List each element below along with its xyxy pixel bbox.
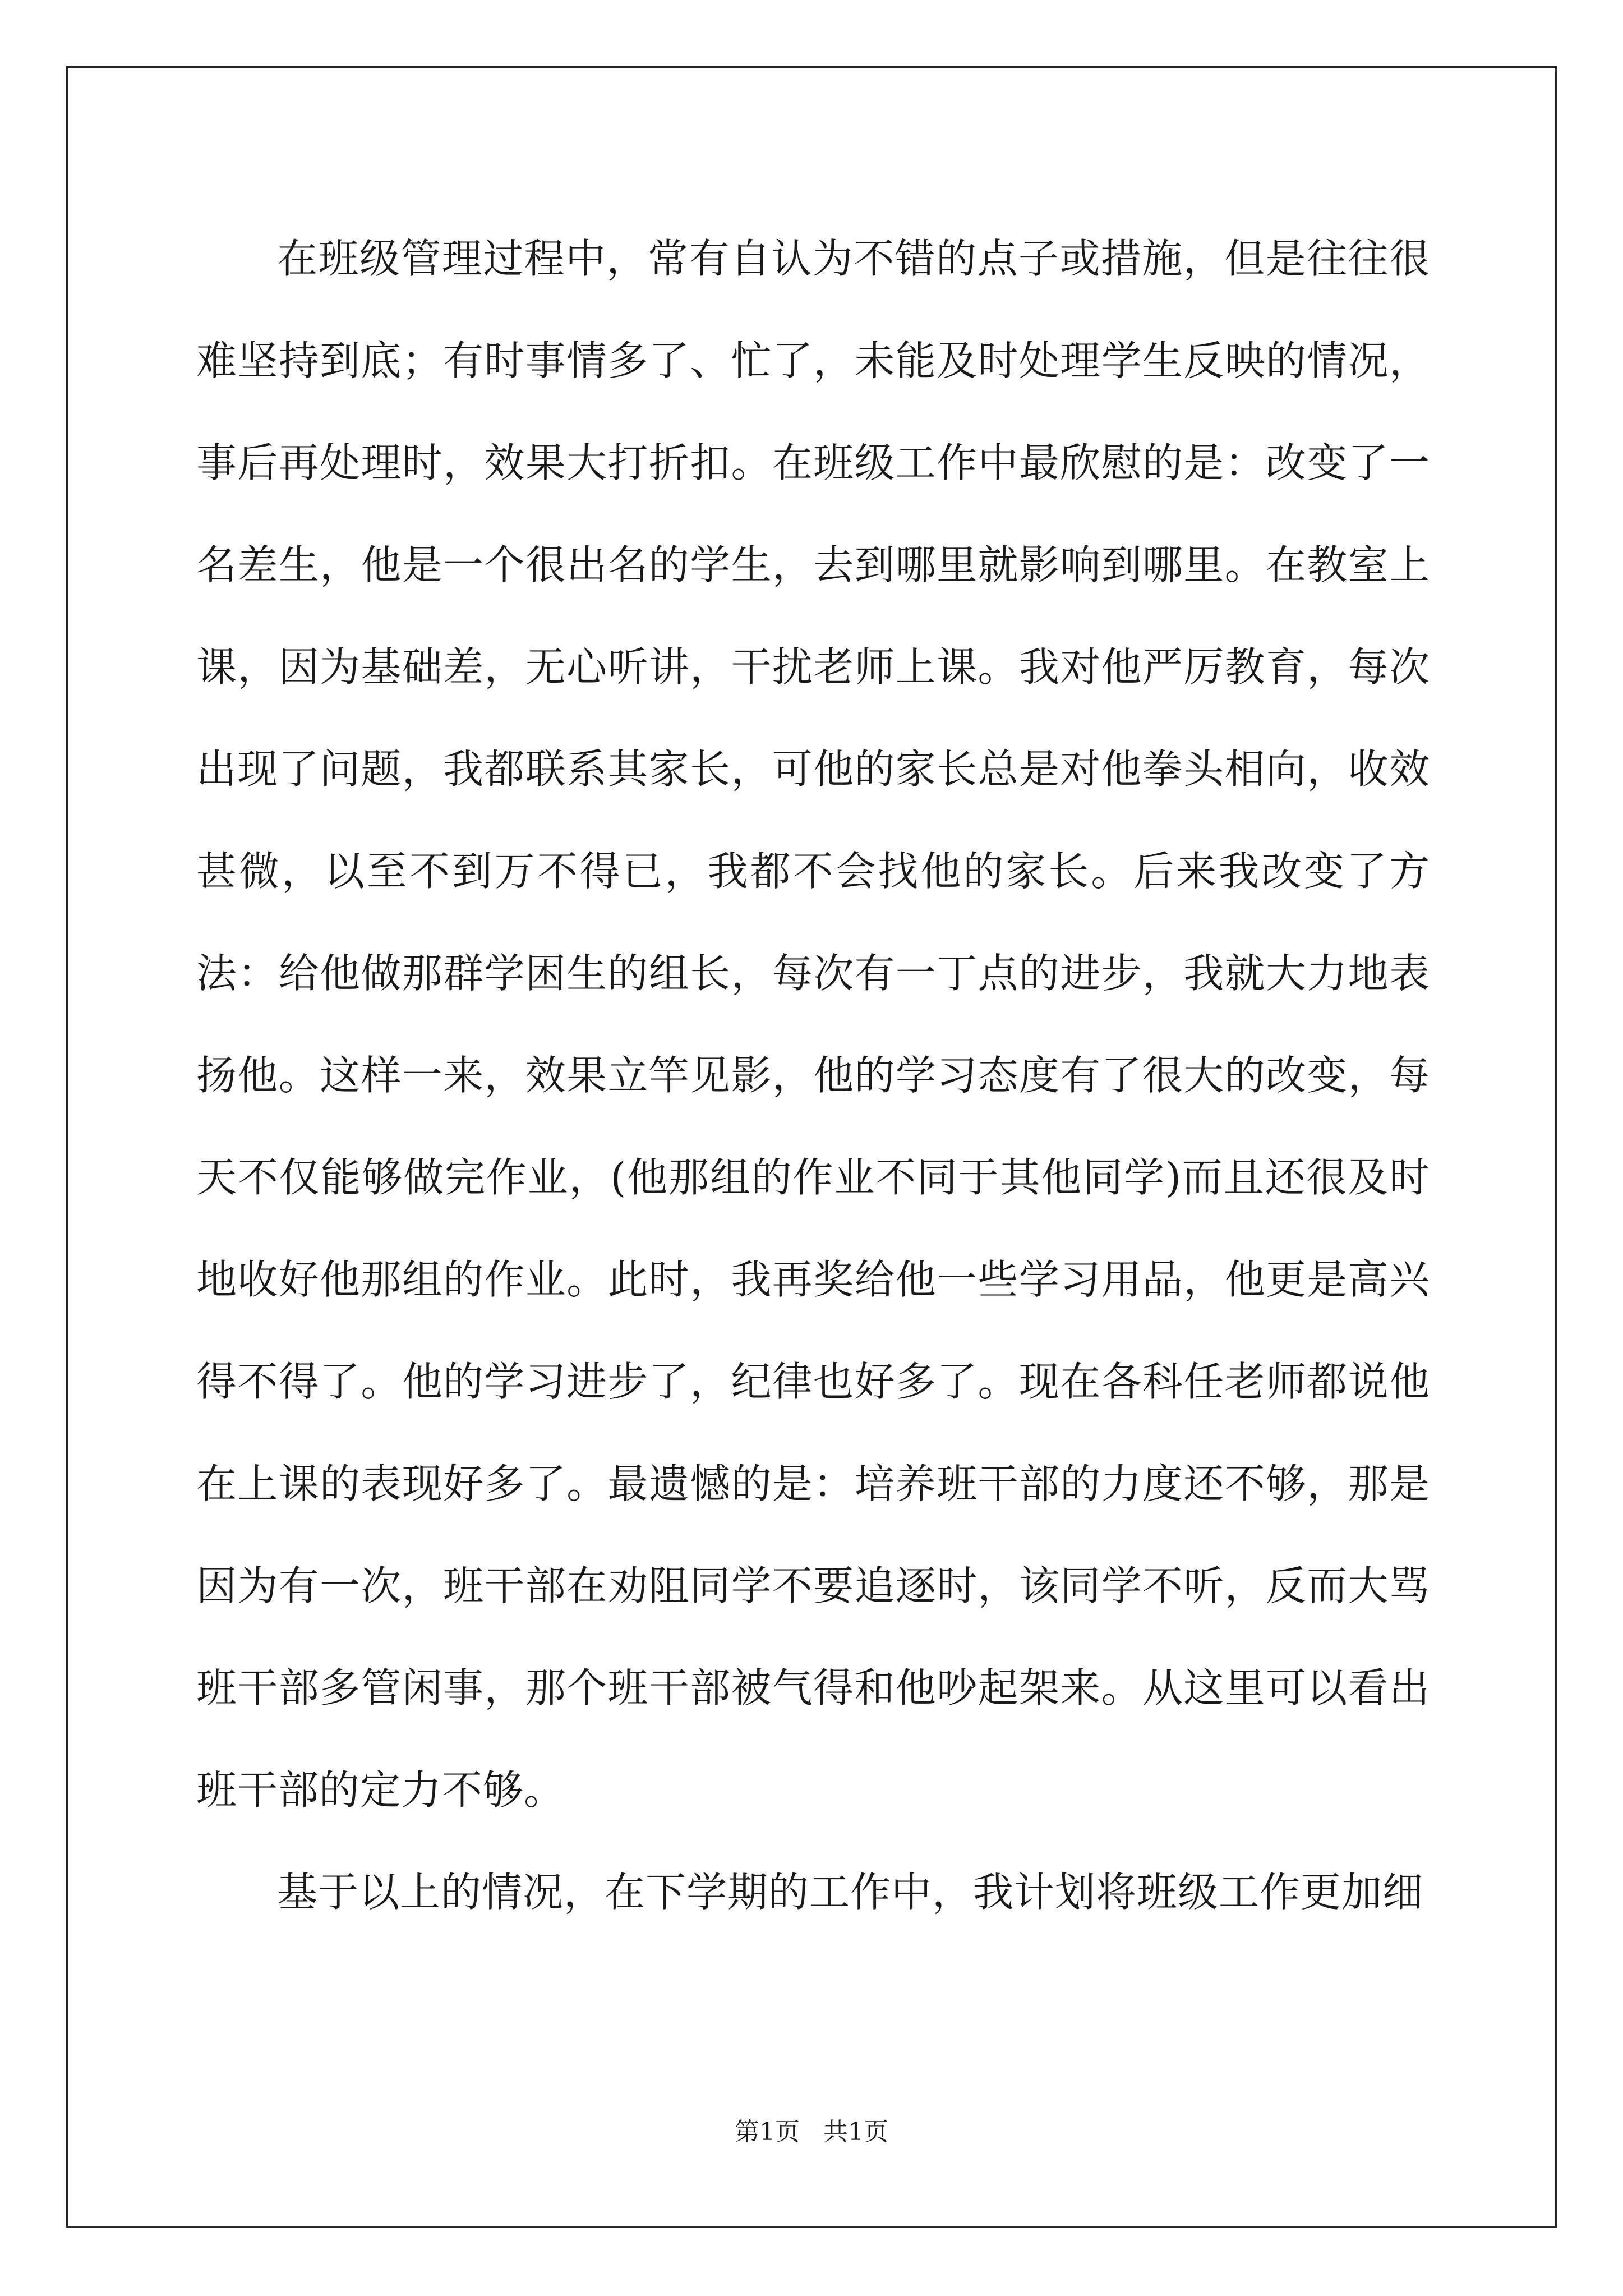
page-number-footer: 第1页 共1页 — [735, 2118, 888, 2146]
document-body — [196, 208, 1430, 1943]
paragraph-2: 基于以上的情况，在下学期的工作中，我计划将班级工作更加细 — [277, 1869, 1424, 1916]
paragraph-1: 在班级管理过程中，常有自认为不错的点子或措施，但是往往很难坚持到底；有时事情多了、忙了，未能及时处理学生反映的情况，事后再处理时，效果大打折扣。在班级工作中最欣慰的是：改变了一名差生，他是一个很出名的学生，去到哪里就影响到哪里。在教室上课，因为基础差，无心听讲，干扰老师上课。我对他严厉教育，每次出现了问题，我都联系其家长，可他的家长总是对他拳头相向，收效甚微，以至不到万不得已，我都不会找他的家长。后来我改变了方法：给他做那群学困生的组长，每次有一丁点的进步，我就大力地表扬他。这样一来，效果立竿见影，他的学习态度有了很大的改变，每天不仅能够做完作业，(他那组的作业不同于其他同学)而且还很及时地收好他那组的作业。此时，我再奖给他一些学习用品，他更是高兴得不得了。他的学习进步了，纪律也好多了。现在各科任老师都说他在上课的表现好多了。最遗憾的是：培养班干部的力度还不够，那是因为有一次，班干部在劝阻同学不要追逐时，该同学不听，反而大骂班干部多管闲事，那个班干部被气得和他吵起架来。从这里可以看出班干部的定力不够。 — [196, 235, 1430, 1814]
